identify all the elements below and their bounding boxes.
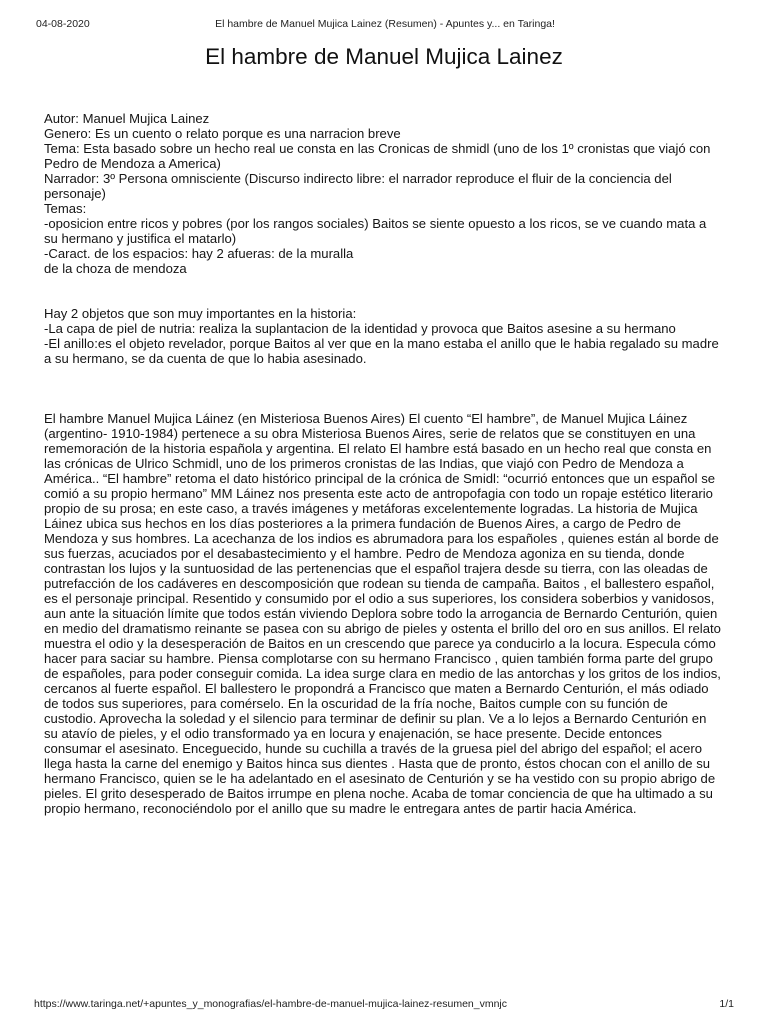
essay-line: las crónicas de Ulrico Schmidl, uno de los primeros cronistas de las Indias, que viajó con Pedro de Mendoza a xyxy=(44,456,684,471)
essay-line: Láinez ubica sus hechos en los días posteriores a la primera fundación de Buenos Aires, a cargo de Pedro de xyxy=(44,516,681,531)
info-line: Pedro de Mendoza a America) xyxy=(44,156,221,171)
essay-line: de españoles, para poder conseguir comida. La idea surge clara en medio de las antorchas y los gritos de los indios, xyxy=(44,666,721,681)
info-line: -oposicion entre ricos y pobres (por los rangos sociales) Baitos se siente opuesto a los ricos, se ve cuando mata a xyxy=(44,216,707,231)
print-date: 04-08-2020 xyxy=(36,18,90,30)
document-body xyxy=(44,111,721,816)
essay-line: es el personaje principal. Resentido y consumido por el odio a sus superiores, los considera soberbios y vanidosos, xyxy=(44,591,715,606)
info-line: personaje) xyxy=(44,186,106,201)
essay-line: Mendoza y sus hombres. La acechanza de los indios es abrumadora para los españoles , quienes están al borde de xyxy=(44,531,719,546)
essay-line: su atavío de pieles, y el odio transformado ya en locura y enajenación, se hace presente. Decide entonces xyxy=(44,726,662,741)
info-line: Temas: xyxy=(44,201,87,216)
objects-line: -El anillo:es el objeto revelador, porque Baitos al ver que en la mano estaba el anillo que le habia regalado su madre xyxy=(44,336,719,351)
print-page-title: El hambre de Manuel Mujica Lainez (Resumen) - Apuntes y... en Taringa! xyxy=(215,18,555,30)
page-number: 1/1 xyxy=(719,998,734,1010)
objects-line: Hay 2 objetos que son muy importantes en la historia: xyxy=(44,306,357,321)
info-line: de la choza de mendoza xyxy=(44,261,187,276)
essay-line: El hambre Manuel Mujica Láinez (en Misteriosa Buenos Aires) El cuento “El hambre”, de Manuel Mujica Láinez xyxy=(44,411,688,426)
essay-line: hermano Francisco, quien se le ha adelantado en el asesinato de Centurión y se ha vestido con su propio abrigo de xyxy=(44,771,716,786)
objects-line: -La capa de piel de nutria: realiza la suplantacion de la identidad y provoca que Baitos asesine a su hermano xyxy=(44,321,676,336)
essay-line: custodio. Aprovecha la soledad y el silencio para terminar de definir su plan. Ve a lo lejos a Bernardo Centurión en xyxy=(44,711,707,726)
info-section xyxy=(44,111,711,276)
essay-line: de todos sus superiores, para comérselo. En la oscuridad de la fría noche, Baitos cumple con su función de xyxy=(44,696,668,711)
objects-line: a su hermano, se da cuenta de que lo habia asesinado. xyxy=(44,351,367,366)
essay-line: en medio del dramatismo reinante se pasea con su abrigo de pieles y ostenta el brillo del oro en sus anillos. El relato xyxy=(44,621,721,636)
essay-line: propio de su prosa; en este caso, a través imágenes y metáforas excelentemente logradas. La historia de Mujica xyxy=(44,501,698,516)
essay-line: llega hasta la carne del enemigo y Baitos hinca sus dientes . Hasta que de pronto, éstos chocan con el anillo de su xyxy=(44,756,711,771)
info-line: -Caract. de los espacios: hay 2 afueras: de la muralla xyxy=(44,246,354,261)
source-url: https://www.taringa.net/+apuntes_y_monografias/el-hambre-de-manuel-mujica-lainez-resumen_vmnjc xyxy=(34,998,508,1010)
essay-line: contrastan los lujos y la suntuosidad de las pertenencias que el español trajera desde su tierra, con las oleadas de xyxy=(44,561,708,576)
essay-line: América.. “El hambre” retoma el dato histórico principal de la crónica de Smidl: “ocurrió entonces que un español se xyxy=(44,471,716,486)
document-title: El hambre de Manuel Mujica Lainez xyxy=(205,44,563,69)
info-line: Tema: Esta basado sobre un hecho real ue consta en las Cronicas de shmidl (uno de los 1º cronistas que viajó con xyxy=(44,141,711,156)
print-footer xyxy=(34,998,734,1012)
objects-section xyxy=(44,306,719,366)
info-line: Narrador: 3º Persona omnisciente (Discurso indirecto libre: el narrador reproduce el fluir de la conciencia del xyxy=(44,171,672,186)
print-header xyxy=(36,18,734,32)
essay-line: propio hermano, reconociéndolo por el anillo que su madre le entregara antes de partir hacia América. xyxy=(44,801,637,816)
essay-line: (argentino- 1910-1984) pertenece a su obra Misteriosa Buenos Aires, serie de relatos que se constituyen en una xyxy=(44,426,696,441)
essay-section xyxy=(44,411,721,816)
info-line: Genero: Es un cuento o relato porque es una narracion breve xyxy=(44,126,401,141)
essay-line: hacer para saciar su hambre. Piensa complotarse con su hermano Francisco , quien también forma parte del grupo xyxy=(44,651,713,666)
essay-line: consumar el asesinato. Enceguecido, hunde su cuchilla a través de la gruesa piel del abrigo del español; el acero xyxy=(44,741,703,756)
essay-line: pieles. El grito desesperado de Baitos irrumpe en plena noche. Acaba de tomar conciencia de que ha ultimado a su xyxy=(44,786,713,801)
info-line: Autor: Manuel Mujica Lainez xyxy=(44,111,210,126)
essay-line: comió a su propio hermano” MM Láinez nos presenta este acto de antropofagia con todo un ropaje estético literario xyxy=(44,486,713,501)
essay-line: aun ante la situación límite que todos están viviendo Deplora sobre todo la arrogancia de Bernardo Centurión, quien xyxy=(44,606,718,621)
essay-line: muestra el odio y la desesperación de Baitos en un crescendo que parece ya conducirlo a la locura. Especula cómo xyxy=(44,636,716,651)
essay-line: putrefacción de los cadáveres en descomposición que rodean su tienda de campaña. Baitos , el ballestero español, xyxy=(44,576,715,591)
essay-line: cercanos al fuerte español. El ballestero le propondrá a Francisco que maten a Bernardo Centurión, el más odiado xyxy=(44,681,709,696)
info-line: su hermano y justifica el matarlo) xyxy=(44,231,237,246)
essay-line: sus fuerzas, acuciados por el desabastecimiento y el hambre. Pedro de Mendoza agoniza en su tienda, donde xyxy=(44,546,685,561)
essay-line: rememoración de la historia española y argentina. El relato El hambre está basado en un hecho real que consta en xyxy=(44,441,712,456)
